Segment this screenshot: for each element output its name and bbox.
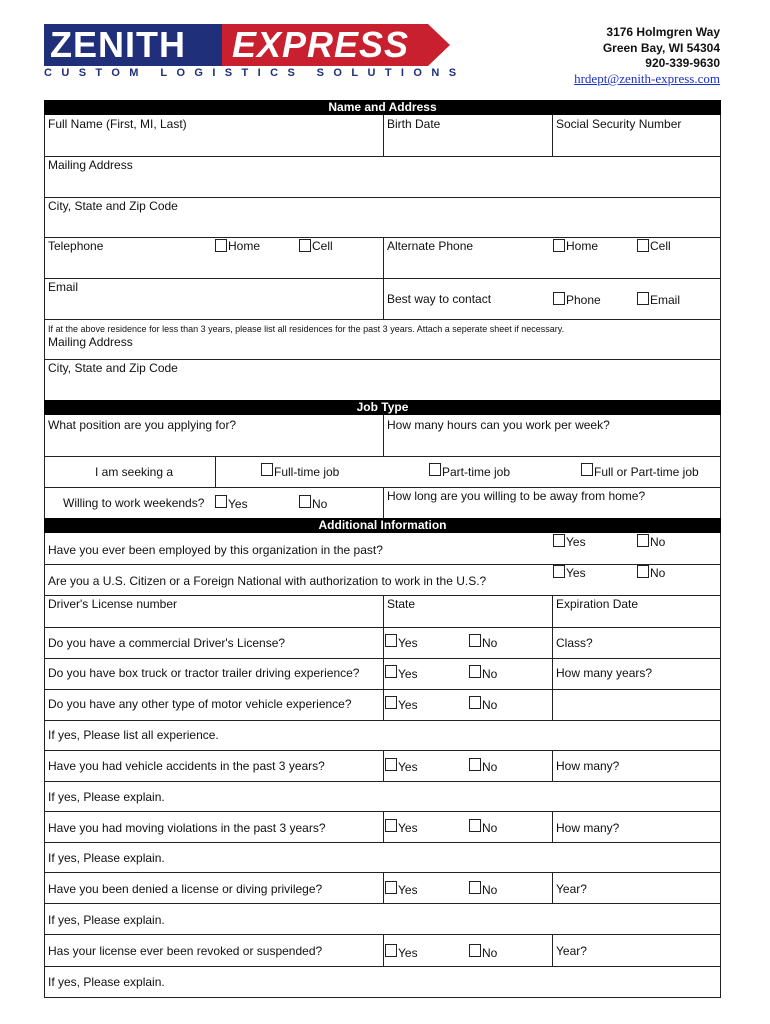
contact-email-checkbox[interactable] <box>637 292 649 305</box>
cdl-yes-label: Yes <box>398 636 418 650</box>
citizen-yes-checkbox[interactable] <box>553 565 565 578</box>
violations-no-checkbox[interactable] <box>469 819 481 832</box>
birth-date-label: Birth Date <box>387 117 441 131</box>
box-truck-no-label: No <box>482 667 498 681</box>
full-name-label: Full Name (First, MI, Last) <box>48 117 187 131</box>
company-city: Green Bay, WI 54304 <box>602 41 720 55</box>
citizen-label: Are you a U.S. Citizen or a Foreign National with authorization to work in the U.S.? <box>48 574 487 588</box>
violations-yes-label: Yes <box>398 821 418 835</box>
full-time-label: Full-time job <box>274 465 340 479</box>
alternate-cell-label: Cell <box>650 239 671 253</box>
alternate-home-checkbox[interactable] <box>553 239 565 252</box>
citizen-yes-label: Yes <box>566 566 586 580</box>
hours-label: How many hours can you work per week? <box>387 418 610 432</box>
company-email-link[interactable]: hrdept@zenith-express.com <box>574 71 720 86</box>
mailing-address-2-label: Mailing Address <box>48 335 133 349</box>
logo-word-zenith: ZENITH <box>50 24 186 65</box>
part-time-label: Part-time job <box>442 465 511 479</box>
telephone-cell-checkbox[interactable] <box>299 239 311 252</box>
other-vehicle-label: Do you have any other type of motor vehicle experience? <box>48 697 352 711</box>
citizen-no-label: No <box>650 566 666 580</box>
full-time-checkbox[interactable] <box>261 463 273 476</box>
accidents-yes-checkbox[interactable] <box>385 758 397 771</box>
violations-yes-checkbox[interactable] <box>385 819 397 832</box>
violations-explain-label: If yes, Please explain. <box>48 851 165 865</box>
other-vehicle-yes-label: Yes <box>398 698 418 712</box>
logo-word-express: EXPRESS <box>232 24 410 65</box>
residence-note: If at the above residence for less than 3 years, please list all residences for the past 3 years. Attach a seperate sheet if necessary. <box>48 324 565 334</box>
away-from-home-label: How long are you willing to be away from home? <box>387 489 646 503</box>
accidents-label: Have you had vehicle accidents in the past 3 years? <box>48 759 325 773</box>
denied-no-label: No <box>482 883 498 897</box>
revoked-year-label: Year? <box>556 944 587 958</box>
city-state-zip-2-label: City, State and Zip Code <box>48 361 178 375</box>
alternate-phone-label: Alternate Phone <box>387 239 474 253</box>
part-time-checkbox[interactable] <box>429 463 441 476</box>
section-name-address: Name and Address <box>44 100 721 115</box>
box-truck-no-checkbox[interactable] <box>469 665 481 678</box>
weekends-yes-label: Yes <box>228 497 248 511</box>
accidents-no-label: No <box>482 760 498 774</box>
box-truck-years-label: How many years? <box>556 666 653 680</box>
box-truck-label: Do you have box truck or tractor trailer driving experience? <box>48 666 360 680</box>
position-label: What position are you applying for? <box>48 418 237 432</box>
other-vehicle-no-label: No <box>482 698 498 712</box>
section-additional: Additional Information <box>44 518 721 533</box>
mailing-address-label: Mailing Address <box>48 158 133 172</box>
telephone-label: Telephone <box>48 239 104 253</box>
accidents-no-checkbox[interactable] <box>469 758 481 771</box>
full-or-part-time-label: Full or Part-time job <box>594 465 699 479</box>
employed-yes-checkbox[interactable] <box>553 534 565 547</box>
cdl-no-label: No <box>482 636 498 650</box>
telephone-home-checkbox[interactable] <box>215 239 227 252</box>
cdl-no-checkbox[interactable] <box>469 634 481 647</box>
license-expiration-label: Expiration Date <box>556 597 639 611</box>
accidents-explain-label: If yes, Please explain. <box>48 790 165 804</box>
weekends-no-label: No <box>312 497 328 511</box>
logo-arrow-tip <box>428 24 450 66</box>
revoked-no-label: No <box>482 946 498 960</box>
list-experience-label: If yes, Please list all experience. <box>48 728 219 742</box>
revoked-yes-checkbox[interactable] <box>385 944 397 957</box>
revoked-label: Has your license ever been revoked or suspended? <box>48 944 323 958</box>
denied-yes-label: Yes <box>398 883 418 897</box>
company-street: 3176 Holmgren Way <box>606 25 720 39</box>
employed-no-label: No <box>650 535 666 549</box>
revoked-explain-label: If yes, Please explain. <box>48 975 165 989</box>
cdl-label: Do you have a commercial Driver's License? <box>48 636 286 650</box>
best-way-contact-label: Best way to contact <box>387 292 492 306</box>
employed-before-label: Have you ever been employed by this organization in the past? <box>48 543 383 557</box>
employed-no-checkbox[interactable] <box>637 534 649 547</box>
denied-explain-label: If yes, Please explain. <box>48 913 165 927</box>
box-truck-yes-label: Yes <box>398 667 418 681</box>
logo-tagline: CUSTOM LOGISTICS SOLUTIONS <box>44 67 466 79</box>
city-state-zip-label: City, State and Zip Code <box>48 199 178 213</box>
alternate-home-label: Home <box>566 239 599 253</box>
weekends-label: Willing to work weekends? <box>63 496 205 510</box>
license-number-label: Driver's License number <box>48 597 178 611</box>
cdl-class-label: Class? <box>556 636 593 650</box>
other-vehicle-yes-checkbox[interactable] <box>385 696 397 709</box>
telephone-home-label: Home <box>228 239 261 253</box>
revoked-no-checkbox[interactable] <box>469 944 481 957</box>
violations-count-label: How many? <box>556 821 620 835</box>
accidents-count-label: How many? <box>556 759 620 773</box>
contact-phone-label: Phone <box>566 293 601 307</box>
contact-email-label: Email <box>650 293 681 307</box>
accidents-yes-label: Yes <box>398 760 418 774</box>
ssn-label: Social Security Number <box>556 117 682 131</box>
contact-phone-checkbox[interactable] <box>553 292 565 305</box>
alternate-cell-checkbox[interactable] <box>637 239 649 252</box>
box-truck-yes-checkbox[interactable] <box>385 665 397 678</box>
denied-yes-checkbox[interactable] <box>385 881 397 894</box>
denied-label: Have you been denied a license or diving privilege? <box>48 882 323 896</box>
violations-no-label: No <box>482 821 498 835</box>
weekends-yes-checkbox[interactable] <box>215 495 227 508</box>
company-phone: 920-339-9630 <box>645 56 720 70</box>
revoked-yes-label: Yes <box>398 946 418 960</box>
violations-label: Have you had moving violations in the past 3 years? <box>48 821 326 835</box>
seeking-label: I am seeking a <box>95 465 174 479</box>
full-or-part-time-checkbox[interactable] <box>581 463 593 476</box>
weekends-no-checkbox[interactable] <box>299 495 311 508</box>
email-label: Email <box>48 280 79 294</box>
employed-yes-label: Yes <box>566 535 586 549</box>
other-vehicle-no-checkbox[interactable] <box>469 696 481 709</box>
denied-no-checkbox[interactable] <box>469 881 481 894</box>
denied-year-label: Year? <box>556 882 587 896</box>
cdl-yes-checkbox[interactable] <box>385 634 397 647</box>
license-state-label: State <box>387 597 416 611</box>
section-job-type: Job Type <box>44 400 721 415</box>
citizen-no-checkbox[interactable] <box>637 565 649 578</box>
telephone-cell-label: Cell <box>312 239 333 253</box>
